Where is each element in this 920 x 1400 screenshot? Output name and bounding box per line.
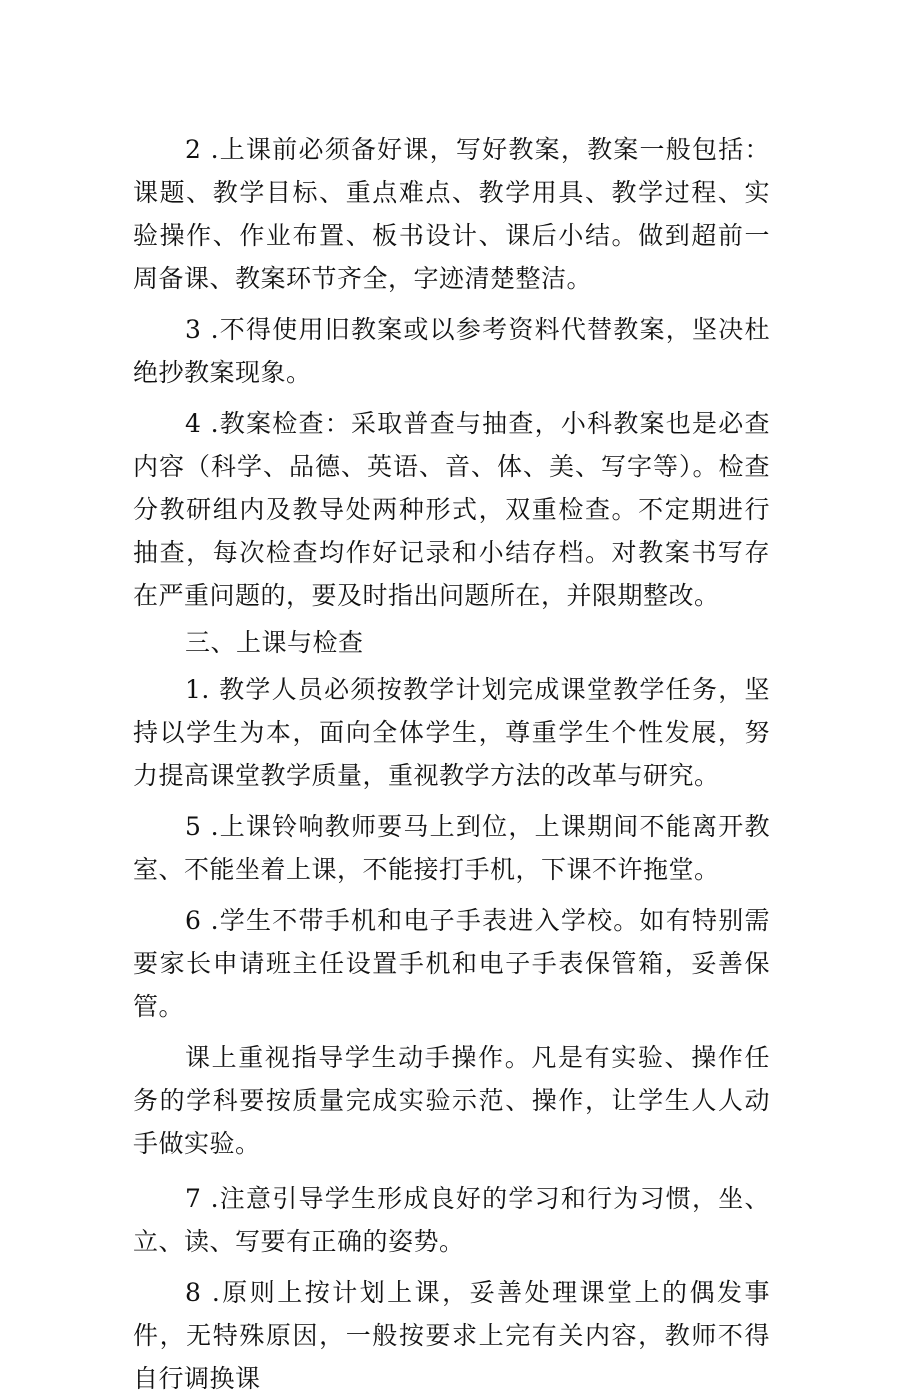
paragraph-schedule: 8 .原则上按计划上课，妥善处理课堂上的偶发事件，无特殊原因，一般按要求上完有关内容，教师不得自行调换课 xyxy=(133,1278,770,1393)
paragraph-punctuality: 5 .上课铃响教师要马上到位，上课期间不能离开教室、不能坐着上课，不能接打手机，下课不许拖堂。 xyxy=(133,812,770,884)
paragraph-plan-inspection: 4 .教案检查：采取普查与抽查，小科教案也是必查内容（科学、品德、英语、音、体、美、写字等）。检查分教研组内及教导处两种形式，双重检查。不定期进行抽查，每次检查均作好记录和小结存档。对教案书写存在严重问题的，要及时指出问题所在，并限期整改。 xyxy=(133,409,770,610)
section-heading-class-and-inspection: 三、上课与检查 xyxy=(185,628,364,657)
paragraph-no-old-plans: 3 .不得使用旧教案或以参考资料代替教案，坚决杜绝抄教案现象。 xyxy=(133,315,770,387)
paragraph-teaching-tasks: 1. 教学人员必须按教学计划完成课堂教学任务，坚持以学生为本，面向全体学生，尊重学生个性发展，努力提高课堂教学质量，重视教学方法的改革与研究。 xyxy=(133,675,770,790)
paragraph-phones: 6 .学生不带手机和电子手表进入学校。如有特别需要家长申请班主任设置手机和电子手表保管箱，妥善保管。 xyxy=(133,906,770,1021)
paragraph-lesson-plan-contents: 2 .上课前必须备好课，写好教案，教案一般包括：课题、教学目标、重点难点、教学用具、教学过程、实验操作、作业布置、板书设计、课后小结。做到超前一周备课、教案环节齐全，字迹清楚整洁。 xyxy=(133,135,770,293)
paragraph-habits: 7 .注意引导学生形成良好的学习和行为习惯，坐、立、读、写要有正确的姿势。 xyxy=(133,1184,770,1256)
paragraph-hands-on: 课上重视指导学生动手操作。凡是有实验、操作任务的学科要按质量完成实验示范、操作，让学生人人动手做实验。 xyxy=(133,1043,770,1158)
